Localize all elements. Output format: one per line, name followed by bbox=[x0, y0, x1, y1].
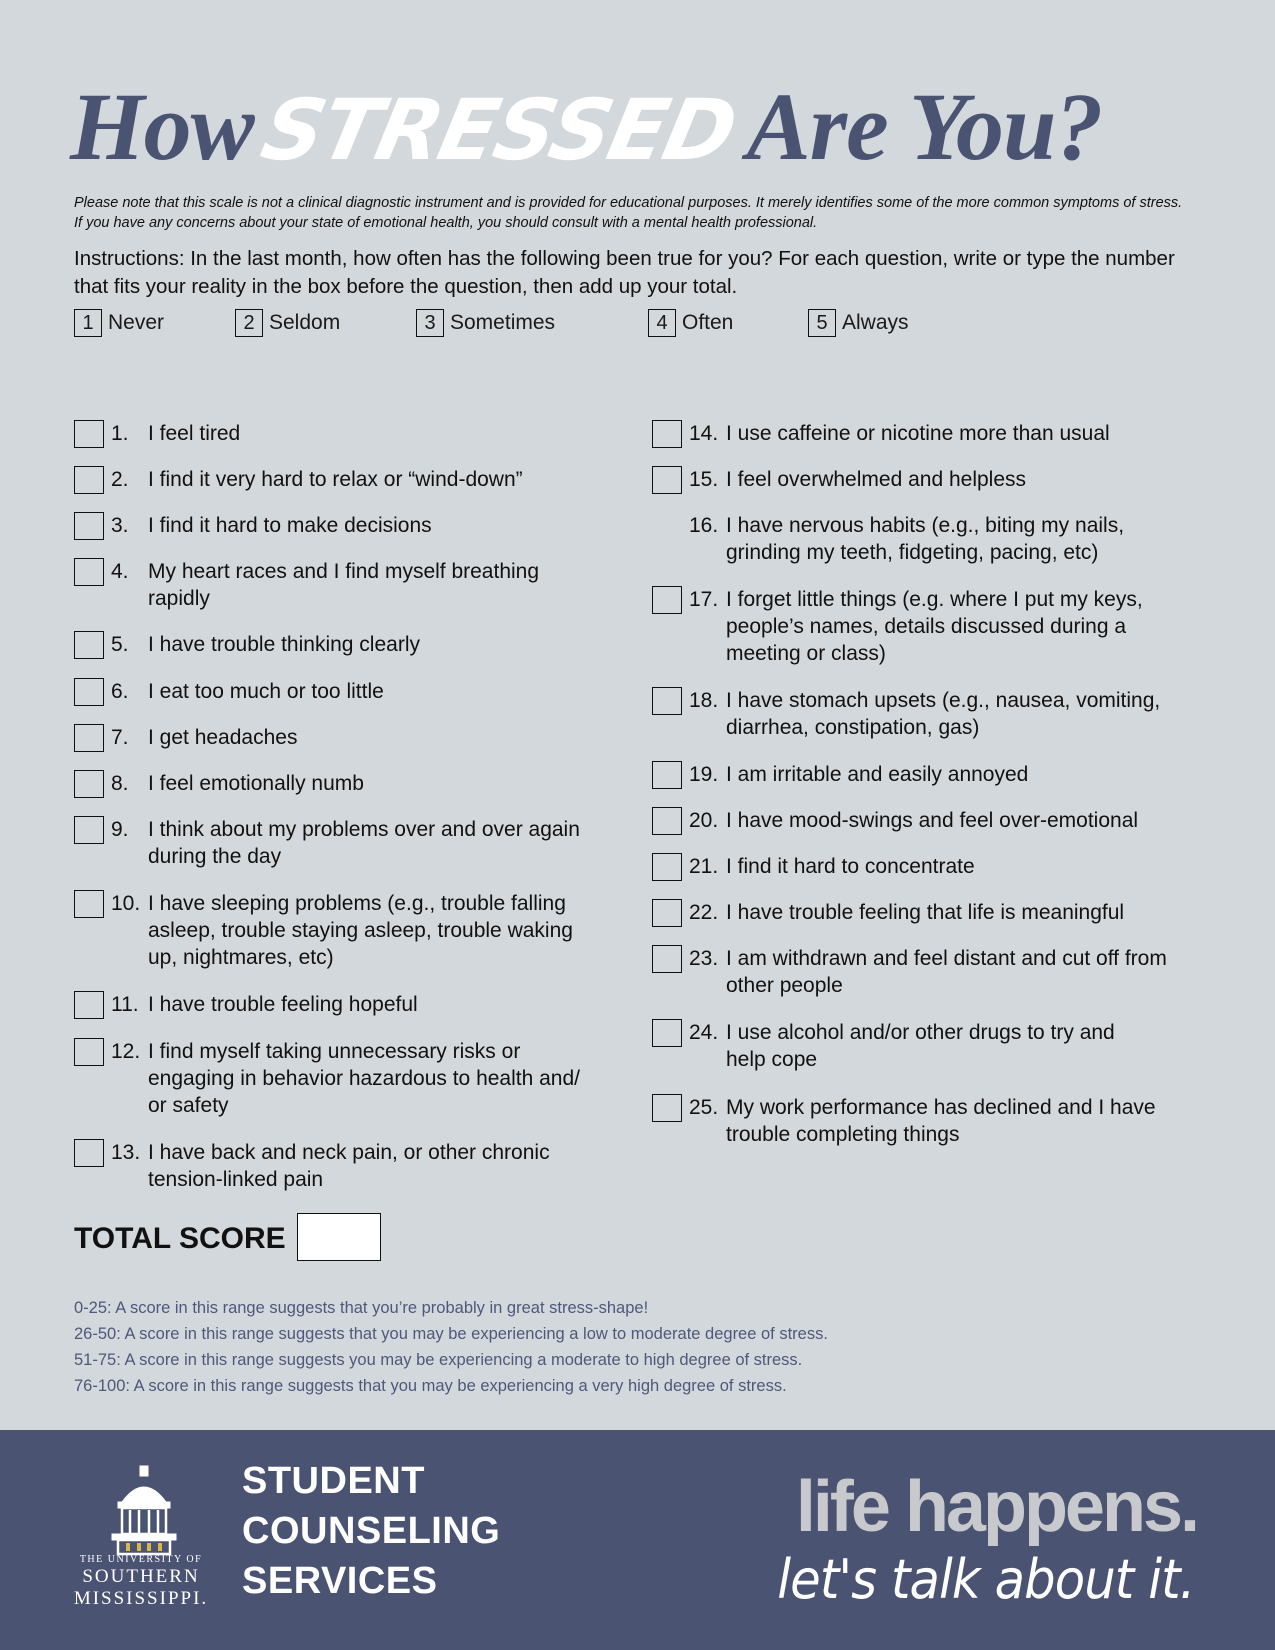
question-number: 24. bbox=[689, 1021, 719, 1044]
title-stressed: STRESSED bbox=[253, 81, 744, 179]
question-number: 6. bbox=[111, 680, 129, 703]
question-text bbox=[726, 1019, 1115, 1073]
question-number: 11. bbox=[111, 993, 139, 1016]
question-text bbox=[148, 558, 539, 612]
question-number: 9. bbox=[111, 818, 129, 841]
question-text: I have trouble feeling that life is meaningful bbox=[726, 901, 1125, 924]
answer-box[interactable] bbox=[74, 724, 104, 752]
question-text-line: I have sleeping problems (e.g., trouble falling bbox=[148, 892, 566, 915]
question-number: 18. bbox=[689, 689, 719, 712]
tagline-lets-talk: let's talk about it. bbox=[777, 1548, 1195, 1611]
question-text-line: I have nervous habits (e.g., biting my nails, bbox=[726, 514, 1125, 537]
scale-label: Always bbox=[842, 311, 909, 334]
answer-box[interactable] bbox=[74, 558, 104, 586]
question-text bbox=[148, 1038, 580, 1119]
question-text-line: I find myself taking unnecessary risks or bbox=[148, 1040, 521, 1063]
question-text-line: I have stomach upsets (e.g., nausea, vomiting, bbox=[726, 689, 1161, 712]
answer-box[interactable] bbox=[652, 586, 682, 614]
answer-box[interactable] bbox=[74, 631, 104, 659]
answer-box[interactable] bbox=[652, 945, 682, 973]
question-text-line: trouble completing things bbox=[726, 1123, 960, 1146]
question-number: 5. bbox=[111, 633, 129, 656]
scale-number: 1 bbox=[74, 309, 102, 337]
disclaimer: Please note that this scale is not a clinical diagnostic instrument and is provided for educational purposes. It merely identifies some of the more common symptoms of stress. If you have any concerns about your state of emotional health, you should consult with a mental health professional. bbox=[74, 195, 1183, 231]
scale-number: 4 bbox=[648, 309, 676, 337]
question-text: I feel emotionally numb bbox=[148, 772, 364, 795]
page-title bbox=[70, 72, 1210, 182]
question-number: 13. bbox=[111, 1141, 141, 1164]
answer-box[interactable] bbox=[74, 420, 104, 448]
question-text bbox=[148, 1139, 550, 1193]
answer-box[interactable] bbox=[74, 512, 104, 540]
answer-box[interactable] bbox=[74, 816, 104, 844]
question-text-line: or safety bbox=[148, 1094, 229, 1117]
question-text: I eat too much or too little bbox=[148, 680, 384, 703]
university-name-line: MISSISSIPPI. bbox=[73, 1588, 209, 1609]
scale-label: Sometimes bbox=[450, 311, 556, 334]
scale-item-often bbox=[648, 308, 733, 338]
question-text-line: I think about my problems over and over again bbox=[148, 818, 580, 841]
answer-box[interactable] bbox=[74, 466, 104, 494]
answer-box[interactable] bbox=[652, 899, 682, 927]
question-number: 3. bbox=[111, 514, 129, 537]
answer-box[interactable] bbox=[652, 466, 682, 494]
score-range-26-50: 26-50: A score in this range suggests that you may be experiencing a low to moderate degree of stress. bbox=[74, 1325, 828, 1343]
scale-item-seldom bbox=[235, 308, 340, 338]
scale-label: Often bbox=[682, 311, 734, 334]
question-text-line: during the day bbox=[148, 845, 282, 868]
title-are-you: Are You? bbox=[746, 73, 1103, 180]
answer-box[interactable] bbox=[652, 807, 682, 835]
department-name-line: COUNSELING bbox=[242, 1510, 501, 1552]
question-number: 16. bbox=[689, 514, 719, 537]
question-number: 8. bbox=[111, 772, 129, 795]
question-number: 10. bbox=[111, 892, 141, 915]
answer-box[interactable] bbox=[652, 687, 682, 715]
question-text-line: up, nightmares, etc) bbox=[148, 946, 334, 969]
question-number: 14. bbox=[689, 422, 719, 445]
question-text: I find it hard to concentrate bbox=[726, 855, 975, 878]
question-number: 21. bbox=[689, 855, 719, 878]
question-text-line: meeting or class) bbox=[726, 642, 886, 665]
answer-box[interactable] bbox=[74, 890, 104, 918]
answer-box[interactable] bbox=[74, 678, 104, 706]
question-text-line: diarrhea, constipation, gas) bbox=[726, 716, 980, 739]
answer-box[interactable] bbox=[652, 420, 682, 448]
question-text-line: My work performance has declined and I have bbox=[726, 1096, 1156, 1119]
question-number: 7. bbox=[111, 726, 129, 749]
scale-label: Seldom bbox=[269, 311, 341, 334]
answer-box[interactable] bbox=[652, 761, 682, 789]
department-name-line: STUDENT bbox=[242, 1460, 425, 1502]
question-text-line: rapidly bbox=[148, 587, 210, 610]
scale-number: 3 bbox=[416, 309, 444, 337]
question-number: 1. bbox=[111, 422, 129, 445]
score-range-51-75: 51-75: A score in this range suggests you may be experiencing a moderate to high degree of stress. bbox=[74, 1351, 803, 1369]
question-text: I find it hard to make decisions bbox=[148, 514, 432, 537]
question-text-line: asleep, trouble staying asleep, trouble waking bbox=[148, 919, 573, 942]
scale-item-always bbox=[808, 308, 909, 338]
scale-number: 5 bbox=[808, 309, 836, 337]
question-number: 4. bbox=[111, 560, 129, 583]
question-text bbox=[148, 890, 573, 971]
title-how: How bbox=[70, 73, 254, 180]
question-number: 20. bbox=[689, 809, 719, 832]
question-text-line: other people bbox=[726, 974, 843, 997]
answer-box[interactable] bbox=[74, 770, 104, 798]
score-range-76-100: 76-100: A score in this range suggests that you may be experiencing a very high degree of stress. bbox=[74, 1377, 787, 1395]
question-text-line: I am withdrawn and feel distant and cut off from bbox=[726, 947, 1167, 970]
question-text-line: people’s names, details discussed during a bbox=[726, 615, 1127, 638]
question-text-line: My heart races and I find myself breathing bbox=[148, 560, 540, 583]
question-text-line: I use alcohol and/or other drugs to try and bbox=[726, 1021, 1115, 1044]
tagline-life-happens: life happens. bbox=[795, 1467, 1197, 1547]
question-text: I feel overwhelmed and helpless bbox=[726, 468, 1027, 491]
question-text: I have trouble thinking clearly bbox=[148, 633, 420, 656]
question-text bbox=[726, 586, 1143, 667]
question-number: 23. bbox=[689, 947, 719, 970]
question-number: 19. bbox=[689, 763, 719, 786]
question-text: I am irritable and easily annoyed bbox=[726, 763, 1029, 786]
answer-box[interactable] bbox=[74, 1038, 104, 1066]
question-text-line: I have back and neck pain, or other chronic bbox=[148, 1141, 550, 1164]
question-text bbox=[726, 687, 1160, 741]
university-name-line: THE UNIVERSITY OF bbox=[79, 1554, 203, 1565]
department-name-line: SERVICES bbox=[242, 1560, 438, 1602]
question-number: 12. bbox=[111, 1040, 141, 1063]
question-number: 22. bbox=[689, 901, 719, 924]
answer-box[interactable] bbox=[74, 1139, 104, 1167]
question-text-line: engaging in behavior hazardous to health and/ bbox=[148, 1067, 580, 1090]
question-text-line: help cope bbox=[726, 1048, 818, 1071]
instructions: Instructions: In the last month, how often has the following been true for you? For each question, write or type the number that fits your reality in the box before the question, then add up your total. bbox=[74, 247, 1175, 298]
question-number: 15. bbox=[689, 468, 719, 491]
question-text-line: I forget little things (e.g. where I put my keys, bbox=[726, 588, 1143, 611]
question-number: 25. bbox=[689, 1096, 719, 1119]
total-score-label: TOTAL SCORE bbox=[74, 1222, 286, 1255]
question-text: I have mood-swings and feel over-emotional bbox=[726, 809, 1139, 832]
question-text: I use caffeine or nicotine more than usual bbox=[726, 422, 1110, 445]
question-text bbox=[726, 512, 1124, 566]
question-text: I get headaches bbox=[148, 726, 298, 749]
question-text: I have trouble feeling hopeful bbox=[148, 993, 418, 1016]
answer-box[interactable] bbox=[652, 853, 682, 881]
scale-number: 2 bbox=[235, 309, 263, 337]
question-text: I find it very hard to relax or “wind-down” bbox=[148, 468, 523, 491]
question-text-line: tension-linked pain bbox=[148, 1168, 324, 1191]
answer-box[interactable] bbox=[652, 1094, 682, 1122]
total-score-input[interactable] bbox=[297, 1213, 381, 1261]
university-name-line: SOUTHERN bbox=[82, 1566, 200, 1587]
score-range-0-25: 0-25: A score in this range suggests that you’re probably in great stress-shape! bbox=[74, 1299, 649, 1317]
question-number: 17. bbox=[689, 588, 719, 611]
answer-box[interactable] bbox=[652, 1019, 682, 1047]
question-text bbox=[726, 1094, 1156, 1148]
scale-item-never bbox=[74, 308, 164, 338]
question-text-line: grinding my teeth, fidgeting, pacing, etc) bbox=[726, 541, 1099, 564]
footer-banner bbox=[0, 1430, 1275, 1650]
question-text: I feel tired bbox=[148, 422, 241, 445]
question-number: 2. bbox=[111, 468, 129, 491]
question-text bbox=[148, 816, 580, 870]
answer-box[interactable] bbox=[74, 991, 104, 1019]
scale-item-sometimes bbox=[416, 308, 555, 338]
scale-label: Never bbox=[108, 311, 165, 334]
question-text bbox=[726, 945, 1167, 999]
